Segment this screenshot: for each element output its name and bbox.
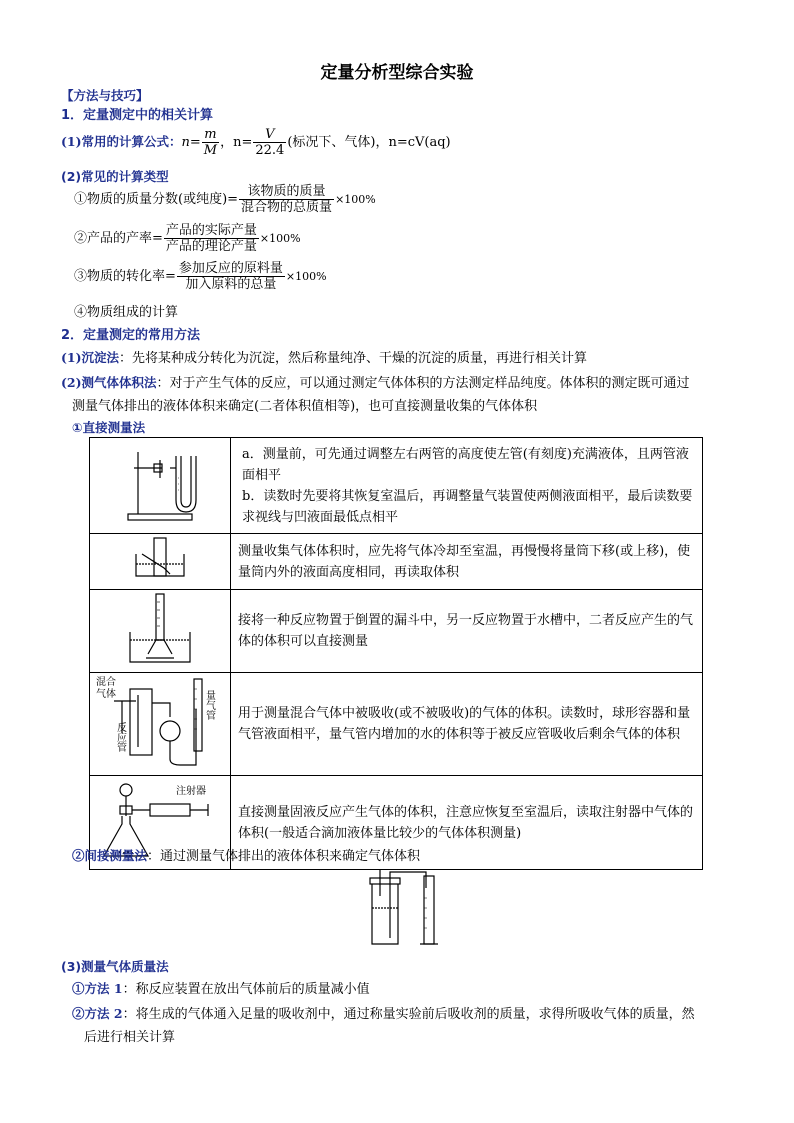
apparatus-inverted-funnel [90, 590, 231, 673]
fraction-numerator: 该物质的质量 [239, 184, 334, 200]
table-row [90, 534, 703, 590]
apparatus-table [89, 437, 703, 870]
row-desc [231, 534, 703, 590]
label-mixed-gas-1: 混合 [96, 677, 116, 688]
label-reaction-tube-1: 反 [117, 723, 127, 734]
gas-mass-method-label: (3)测量气体质量法 [61, 959, 169, 974]
fraction [177, 261, 285, 292]
method-text: ：对于产生气体的反应，可以通过测定气体体积的方法测定样品纯度。体体积的测定既可通过 [156, 376, 690, 391]
method-tag: 【方法与技巧】 [61, 88, 149, 103]
fraction [164, 223, 259, 254]
apparatus-cylinder-in-trough [90, 534, 231, 590]
desc-line: 接将一种反应物置于倒置的漏斗中，另一反应物置于水槽中，二者反应产生的气体的体积可以直接测量 [238, 613, 694, 649]
label-burette-2: 气 [206, 701, 216, 712]
formula-prefix: ③物质的转化率= [74, 269, 176, 284]
fraction-denominator: 加入原料的总量 [185, 277, 277, 292]
method-label: (1)沉淀法 [61, 350, 120, 365]
table-row [90, 673, 703, 776]
formula-n2: ，n= [220, 135, 253, 150]
label-burette-3: 管 [206, 711, 216, 722]
label-syringe: 注射器 [176, 786, 206, 797]
method-label: ①方法 1 [72, 981, 123, 996]
label-burette-1: 量 [206, 691, 216, 702]
method-1 [72, 978, 370, 997]
fraction-numerator: 产品的实际产量 [165, 223, 257, 238]
desc-line: b．读数时先要将其恢复室温后，再调整量气装置使两侧液面相平，最后读数要求视线与凹液面最低点相平 [242, 488, 693, 525]
gas-volume-method [61, 372, 690, 391]
formula-line [61, 127, 451, 158]
fraction-denominator: M [203, 143, 218, 158]
fraction-m-over-M [202, 127, 219, 158]
fraction-numerator: V [253, 127, 286, 143]
method-text: ：先将某种成分转化为沉淀，然后称量纯净、干燥的沉淀的质量，再进行相关计算 [119, 351, 588, 366]
formula-mass-fraction [74, 184, 376, 215]
formula-conversion [74, 261, 327, 292]
apparatus-u-tube [90, 438, 231, 534]
formula-suffix: ×100% [259, 232, 301, 245]
method-label: (2)测气体体积法 [61, 375, 157, 390]
indirect-method [72, 845, 420, 864]
formula-n1: n= [181, 135, 201, 150]
indirect-apparatus-icon [360, 868, 446, 948]
fraction-numerator: m [202, 127, 219, 143]
method-label: ②间接测量法 [72, 848, 148, 863]
label-reaction-tube-3: 管 [117, 743, 127, 754]
method-text: ：称反应装置在放出气体前后的质量减小值 [122, 982, 370, 997]
reaction-tube-icon [90, 673, 230, 768]
formula-prefix: ①物质的质量分数(或纯度)= [74, 192, 239, 207]
fraction-numerator: 参加反应的原料量 [178, 261, 283, 276]
row-desc [231, 590, 703, 673]
formula-label: (1)常用的计算公式： [61, 134, 182, 149]
table-row [90, 438, 703, 534]
formula-rest: (标况下、气体)，n=cV(aq) [287, 135, 451, 150]
u-tube-icon [90, 438, 230, 526]
method-label: ②方法 2 [72, 1006, 123, 1021]
gas-volume-method-cont: 测量气体排出的液体体积来确定(二者体积值相等)，也可直接测量收集的气体体积 [72, 399, 538, 414]
method-text: ：将生成的气体通入足量的吸收剂中，通过称量实验前后吸收剂的质量，求得所吸收气体的质量，然 [122, 1007, 695, 1022]
label-reaction-tube-2: 应 [117, 733, 127, 744]
inverted-funnel-icon [90, 590, 230, 665]
formula-yield [74, 223, 301, 254]
fraction-V-over-22.4 [253, 127, 286, 158]
method-2 [72, 1003, 695, 1022]
section-2-heading: 2．定量测定的常用方法 [61, 328, 201, 343]
row-desc [231, 438, 703, 534]
formula-suffix: ×100% [335, 193, 376, 206]
desc-line: 测量收集气体体积时，应先将气体冷却至室温，再慢慢将量筒下移(或上移)，使量筒内外的液面高度相同，再读取体积 [238, 543, 691, 580]
calc-types-label: (2)常见的计算类型 [61, 169, 169, 184]
precipitation-method [61, 347, 587, 366]
section-1-heading: 1．定量测定中的相关计算 [61, 108, 214, 123]
direct-measure-label: ①直接测量法 [72, 420, 146, 435]
desc-line: a．测量前，可先通过调整左右两管的高度使左管(有刻度)充满液体，且两管液面相平 [242, 446, 689, 483]
fraction-denominator: 22.4 [255, 143, 285, 158]
composition-calc: ④物质组成的计算 [74, 305, 179, 320]
label-mixed-gas-2: 气体 [96, 689, 116, 700]
formula-suffix: ×100% [285, 270, 327, 283]
desc-line: 直接测量固液反应产生气体的体积，注意应恢复至室温后，读取注射器中气体的体积(一般适合滴加液体量比较少的气体体积测量) [238, 804, 694, 841]
row-desc [231, 673, 703, 776]
method-text: ：通过测量气体排出的液体体积来确定气体体积 [147, 849, 421, 864]
cylinder-trough-icon [90, 534, 230, 582]
desc-line: 用于测量混合气体中被吸收(或不被吸收)的气体的体积。读数时，球形容器和量气管液面相平，量气管内增加的水的体积等于被反应管吸收后剩余气体的体积 [238, 706, 691, 742]
table-row [90, 590, 703, 673]
method-2-cont: 后进行相关计算 [84, 1030, 176, 1045]
fraction [239, 184, 334, 215]
page-title: 定量分析型综合实验 [320, 63, 474, 83]
fraction-denominator: 混合物的总质量 [241, 200, 333, 215]
apparatus-reaction-tube [90, 673, 231, 776]
formula-prefix: ②产品的产率= [74, 231, 163, 246]
fraction-denominator: 产品的理论产量 [165, 239, 257, 254]
